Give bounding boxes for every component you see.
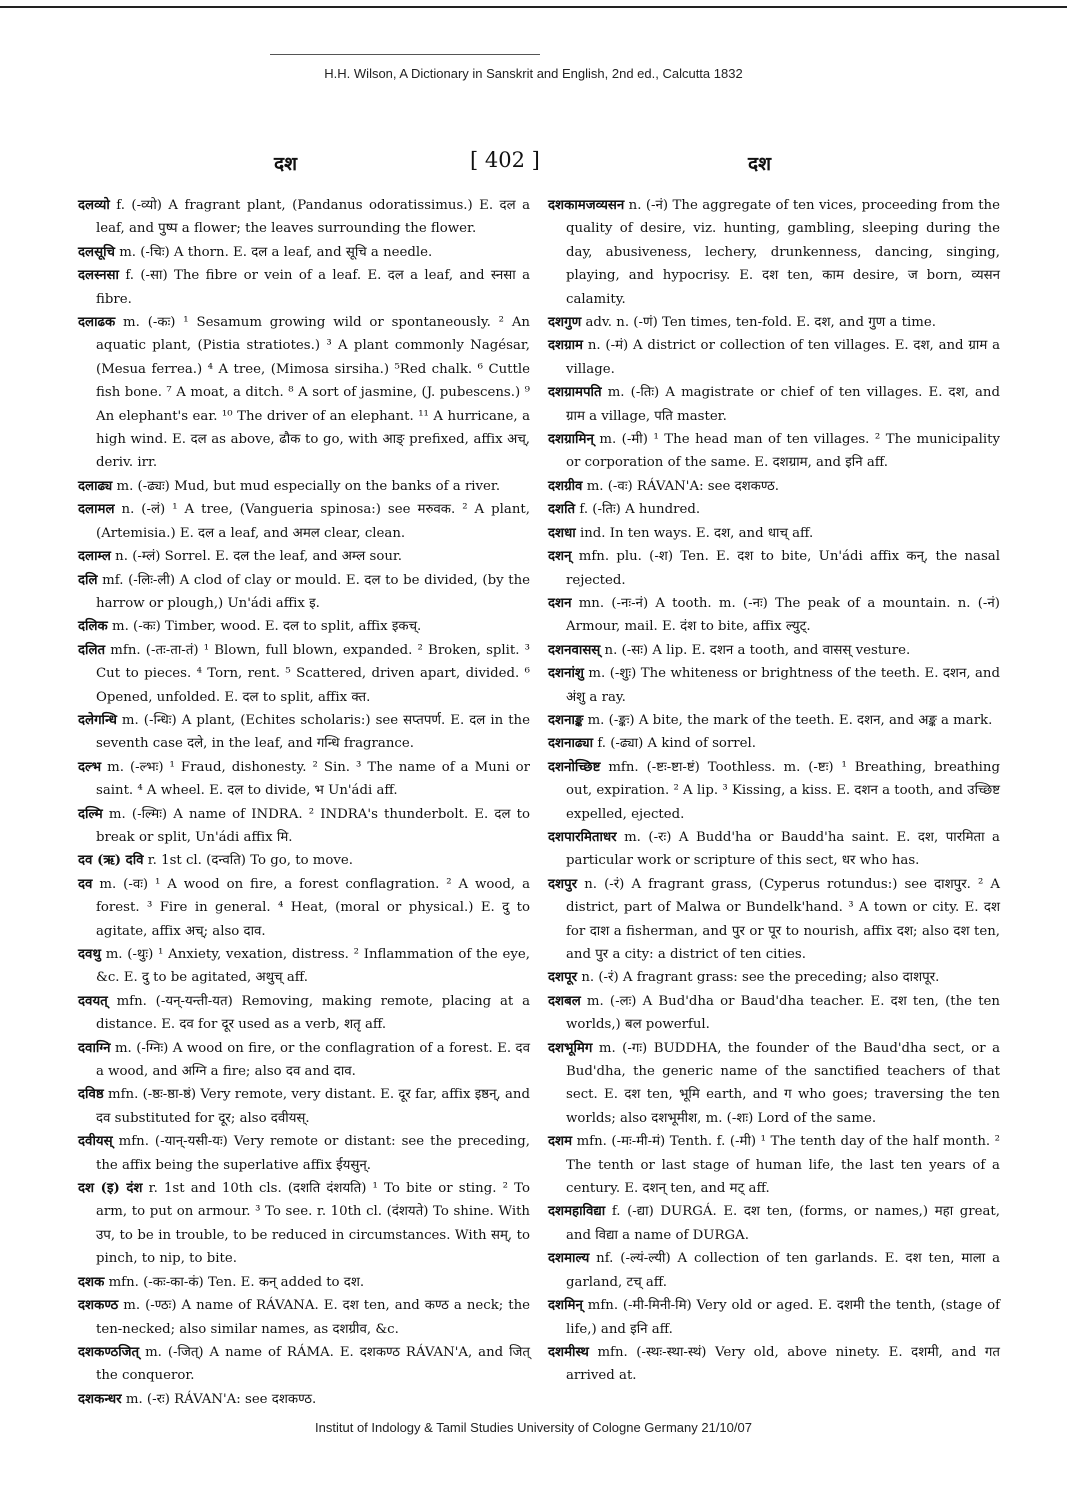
entry-definition: f. (-तिः) A hundred. <box>579 502 701 518</box>
dictionary-entry <box>548 756 1000 826</box>
entry-headword: दवीयस् <box>78 1134 113 1150</box>
dictionary-entry <box>548 334 1000 381</box>
entry-headword: दलाढक <box>78 315 116 331</box>
dictionary-entry <box>548 826 1000 873</box>
entry-headword: दशग्रामिन् <box>548 432 594 448</box>
dictionary-entry <box>78 264 530 311</box>
entry-definition: mfn. (-मः-मी-मं) Tenth. f. (-मी) ¹ The tenth day of the half month. ² The tenth or last stage of human life, the last ten years of a century. E. दशन् ten, and मट् aff. <box>566 1134 1000 1197</box>
entry-headword: दशनांशु <box>548 666 584 682</box>
entry-definition: m. (-थुः) ¹ Anxiety, vexation, distress. ² Inflammation of the eye, &c. E. दु to be agitated, अथुच् aff. <box>96 947 530 986</box>
dictionary-entry <box>548 1247 1000 1294</box>
entry-headword: दशधा <box>548 525 576 541</box>
dictionary-entry <box>78 803 530 850</box>
entry-definition: m. (-तिः) A magistrate or chief of ten villages. E. दश, and ग्राम a village, पति master. <box>566 385 1000 424</box>
entry-definition: m. (-ढ्यः) Mud, but mud especially on the banks of a river. <box>116 478 501 494</box>
entry-headword: दशम <box>548 1134 573 1150</box>
entry-definition: mfn. plu. (-श) Ten. E. दश to bite, Un'ádi affix कन्, the nasal rejected. <box>566 549 1000 588</box>
dictionary-entry <box>548 662 1000 709</box>
header-right-catchword: दश <box>748 153 772 175</box>
entry-headword: दशग्राम <box>548 338 583 354</box>
entry-definition: m. (-ल्मिः) A name of INDRA. ² INDRA's thunderbolt. E. दल to break or split, Un'ádi affix मि. <box>96 806 531 845</box>
entry-definition: m. (-ण्ठः) A name of RÁVANA. E. दश ten, and कण्ठ a neck; the ten-necked; also similar names, as दशग्रीव, &c. <box>96 1298 531 1337</box>
entry-headword: दशबल <box>548 993 581 1009</box>
entry-headword: दशनाढ्या <box>548 736 594 752</box>
entry-definition: mfn. (-ष्ठः-ष्ठा-ष्ठं) Very remote, very distant. E. दूर far, affix इष्ठन्, and दव substituted for दूर; also दवीयस्. <box>96 1087 530 1126</box>
dictionary-entry <box>548 592 1000 639</box>
entry-definition: m. (-रः) RÁVAN'A: see दशकण्ठ. <box>125 1391 317 1407</box>
entry-definition: m. (-वः) ¹ A wood on fire, a forest conflagration. ² A wood, a forest. ³ Fire in general. ⁴ Heat, (moral or physical.) E. दु to agitate, affix अच्; also दाव. <box>96 876 530 939</box>
entry-headword: दलामल <box>78 502 115 518</box>
dictionary-entry <box>78 1177 530 1271</box>
entry-headword: दशकण्ठजित् <box>78 1344 140 1360</box>
entry-headword: दशमाल्य <box>548 1251 590 1267</box>
entry-definition: f. (-ढ्या) A kind of sorrel. <box>597 736 757 752</box>
entry-headword: दशपूर <box>548 970 578 986</box>
entry-headword: दलित <box>78 642 106 658</box>
dictionary-entry <box>78 639 530 709</box>
entry-definition: f. (-सा) The fibre or vein of a leaf. E. दल a leaf, and स्नसा a fibre. <box>96 268 531 307</box>
entry-headword: दशकामजव्यसन <box>548 198 625 213</box>
entry-definition: m. (-चिः) A thorn. E. दल a leaf, and सूचि a needle. <box>119 244 433 260</box>
entry-definition: r. 1st and 10th cls. (दशति दंशयति) ¹ To bite or sting. ² To arm, to put on armour. ³ To see. r. 10th cl. (दंशयते) To shine. With उप, to be in trouble, to be reduced in circumstances. With सम्, to pinch, to nip, to bite. <box>96 1181 531 1267</box>
entry-definition: m. (-शुः) The whiteness or brightness of the teeth. E. दशन, and अंशु a ray. <box>566 666 1001 705</box>
entry-headword: दशक <box>78 1274 105 1290</box>
entry-headword: दशमहाविद्या <box>548 1204 606 1220</box>
entry-headword: दशपारमिताधर <box>548 829 617 845</box>
entry-definition: mfn. (-यन्-यन्ती-यत) Removing, making remote, placing at a distance. E. दव for दूर used as a verb, शतृ aff. <box>96 993 530 1033</box>
entry-definition: m. (-कः) Timber, wood. E. दल to split, affix इकच्. <box>111 619 422 635</box>
dictionary-entry <box>548 709 1000 732</box>
entry-definition: n. (-रं) A fragrant grass, (Cyperus rotundus:) see दाशपुर. ² A district, part of Malwa or Bundelk'hand. ³ A town or city. E. दश for दाश a fisherman, and पुर or पूर to nourish, affix दश; also दश ten, and पुर a city: a district of ten cities. <box>566 876 1000 962</box>
dictionary-entry <box>548 475 1000 498</box>
entry-definition: m. (-ङ्कः) A bite, the mark of the teeth. E. दशन, and अङ्क a mark. <box>587 712 993 728</box>
dictionary-entry <box>548 639 1000 662</box>
dictionary-entry <box>548 966 1000 989</box>
entry-headword: दशकण्ठ <box>78 1298 119 1314</box>
entry-definition: mfn. (-ष्टः-ष्टा-ष्टं) Toothless. m. (-ष्टः) ¹ Breathing, breathing out, expiration. ² A lip. ³ Kissing, a kiss. E. दशन a tooth, and उच्छिष्ट expelled, ejected. <box>566 759 1000 822</box>
entry-definition: mfn. (-कः-का-कं) Ten. E. कन् added to दश. <box>108 1274 365 1290</box>
dictionary-entry <box>548 1294 1000 1341</box>
entry-definition: f. (-द्या) DURGÁ. E. दश ten, (forms, or names,) महा great, and विद्या a name of DURGA. <box>566 1204 1000 1243</box>
entry-headword: दशकन्धर <box>78 1391 122 1407</box>
entry-headword: दशनाङ्क <box>548 712 584 728</box>
dictionary-entry <box>548 311 1000 334</box>
entry-headword: दव <box>78 876 93 892</box>
dictionary-entry <box>78 1271 530 1294</box>
dictionary-entry <box>78 498 530 545</box>
entry-definition: n. (-मं) A district or collection of ten villages. E. दश, and ग्राम a village. <box>566 338 1000 377</box>
entry-definition: m. (-जित्) A name of RÁMA. E. दशकण्ठ RÁVAN'A, and जित् the conqueror. <box>96 1344 531 1384</box>
dictionary-entry <box>78 990 530 1037</box>
entry-headword: दलेगन्धि <box>78 712 117 728</box>
entry-headword: दलिक <box>78 619 108 635</box>
dictionary-entry <box>78 194 530 241</box>
dictionary-entry <box>548 732 1000 755</box>
entry-headword: दशमीस्थ <box>548 1344 589 1360</box>
entry-headword: दलाम्ल <box>78 549 111 565</box>
entry-headword: दलसूचि <box>78 244 115 260</box>
dictionary-entry <box>548 545 1000 592</box>
dictionary-entry <box>548 1341 1000 1388</box>
entry-definition: mn. (-नः-नं) A tooth. m. (-नः) The peak of a mountain. n. (-नं) Armour, mail. E. दंश to bite, affix ल्युट्. <box>566 595 1000 635</box>
dictionary-entry <box>548 194 1000 311</box>
left-column <box>78 194 530 1411</box>
entry-definition: r. 1st cl. (दन्वति) To go, to move. <box>147 853 354 869</box>
entry-headword: दलि <box>78 572 98 588</box>
entry-headword: दवथु <box>78 947 101 962</box>
entry-headword: दशमिन् <box>548 1298 583 1314</box>
entry-headword: दव (ऋ) दवि <box>78 853 144 869</box>
source-citation: H.H. Wilson, A Dictionary in Sanskrit and English, 2nd ed., Calcutta 1832 <box>324 66 743 81</box>
header-left-catchword: दश <box>274 153 298 175</box>
footer-credit: Institut of Indology & Tamil Studies University of Cologne Germany 21/10/07 <box>315 1420 752 1435</box>
entry-headword: दविष्ठ <box>78 1087 104 1103</box>
dictionary-entry <box>78 1294 530 1341</box>
dictionary-entry <box>78 709 530 756</box>
entry-definition: mf. (-लिः-ली) A clod of clay or mould. E. दल to be divided, (by the harrow or plough,) Un'ádi affix इ. <box>96 572 530 611</box>
entry-headword: दशगुण <box>548 315 582 331</box>
dictionary-entry <box>78 943 530 990</box>
entry-headword: दल्मि <box>78 806 103 822</box>
dictionary-entry <box>548 381 1000 428</box>
dictionary-entry <box>78 1037 530 1084</box>
dictionary-entry <box>78 1388 530 1411</box>
dictionary-entry <box>78 545 530 568</box>
entry-headword: दशग्रामपति <box>548 385 602 401</box>
dictionary-entry <box>548 1200 1000 1247</box>
entry-definition: n. (-म्लं) Sorrel. E. दल the leaf, and अम्ल sour. <box>115 549 403 565</box>
entry-definition: m. (-रः) A Budd'ha or Baudd'ha saint. E. दश, पारमिता a particular work or scripture of this sect, धर who has. <box>566 829 1000 869</box>
entry-definition: mfn. (-यान्-यसी-यः) Very remote or distant: see the preceding, the affix being the superlative affix ईयसुन्. <box>96 1134 530 1173</box>
entry-definition: m. (-कः) ¹ Sesamum growing wild or spontaneously. ² An aquatic plant, (Pistia stratiotes.) ³ A plant commonly Nagésar, (Mesua ferrea.) ⁴ A tree, (Mimosa sirsiha.) ⁵Red chalk. ⁶ Cuttle fish bone. ⁷ A moat, a ditch. ⁸ A sort of jasmine, (J. pubescens.) ⁹ An elephant's ear. ¹⁰ The driver of an elephant. ¹¹ A hurricane, a high wind. E. दल as above, ढौक to go, with आङ् prefixed, affix अच्, deriv. irr. <box>96 315 530 471</box>
entry-headword: दलव्यो <box>78 198 110 213</box>
entry-definition: n. (-नं) The aggregate of ten vices, proceeding from the quality of desire, viz. hunting, gambling, sleeping during the day, abusiveness, lechery, drunkenness, dancing, singing, playing, and hypocrisy. E. दश ten, काम desire, ज born, व्यसन calamity. <box>566 198 1000 307</box>
scan-border-line <box>0 6 1067 8</box>
dictionary-entry <box>548 1037 1000 1131</box>
dictionary-entry <box>548 498 1000 521</box>
dictionary-entry <box>548 428 1000 475</box>
entry-headword: दशभूमिग <box>548 1040 593 1056</box>
entry-definition: n. (-लं) ¹ A tree, (Vangueria spinosa:) see मरुवक. ² A plant, (Artemisia.) E. दल a leaf, and अमल clear, clean. <box>96 502 530 541</box>
entry-headword: दशति <box>548 502 576 518</box>
entry-definition: m. (-ल्भः) ¹ Fraud, dishonesty. ² Sin. ³ The name of a Muni or saint. ⁴ A wheel. E. दल to divide, भ Un'ádi aff. <box>96 759 530 799</box>
entry-headword: दशनोच्छिष्ट <box>548 759 601 775</box>
entry-headword: दश (इ) दंश <box>78 1181 143 1197</box>
entry-definition: mfn. (-स्थः-स्था-स्थं) Very old, above ninety. E. दशमी, and गत arrived at. <box>566 1344 1000 1384</box>
entry-definition: m. (-मी) ¹ The head man of ten villages. ² The municipality or corporation of the same. E. दशग्राम, and इनि aff. <box>566 432 1001 471</box>
entry-headword: दशग्रीव <box>548 478 583 494</box>
right-column <box>548 194 1000 1388</box>
dictionary-entry <box>78 241 530 264</box>
entry-definition: m. (-न्धिः) A plant, (Echites scholaris:) see सप्तपर्ण. E. दल in the seventh case दले, in the leaf, and गन्धि fragrance. <box>96 712 530 752</box>
dictionary-entry <box>548 1130 1000 1200</box>
entry-headword: दलाढ्य <box>78 478 113 494</box>
entry-headword: दशन <box>548 595 572 611</box>
dictionary-entry <box>78 849 530 872</box>
entry-headword: दल्भ <box>78 759 102 775</box>
entry-definition: ind. In ten ways. E. दश, and धाच् aff. <box>579 525 814 541</box>
entry-headword: दलस्नसा <box>78 268 119 284</box>
entry-headword: दशपुर <box>548 876 578 892</box>
entry-definition: n. (-सः) A lip. E. दशन a tooth, and वासस् vesture. <box>604 642 911 658</box>
scan-artifact-line <box>270 54 540 55</box>
page-number: [ 402 ] <box>470 148 540 172</box>
dictionary-entry <box>78 311 530 475</box>
dictionary-entry <box>78 756 530 803</box>
dictionary-entry <box>548 873 1000 967</box>
entry-definition: m. (-गः) BUDDHA, the founder of the Baud'dha sect, or a Bud'dha, the generic name of the sanctified teachers of that sect. E. दश ten, भूमि earth, and ग who goes; traversing the ten worlds; also दशभूमीश, m. (-शः) Lord of the same. <box>566 1040 1000 1126</box>
entry-definition: mfn. (-मी-मिनी-मि) Very old or aged. E. दशमी the tenth, (stage of life,) and इनि aff. <box>566 1298 1000 1337</box>
dictionary-entry <box>548 522 1000 545</box>
entry-definition: f. (-व्यो) A fragrant plant, (Pandanus odoratissimus.) E. दल a leaf, and पुष्प a flower; the leaves surrounding the flower. <box>96 198 530 237</box>
entry-headword: दशन् <box>548 549 572 565</box>
dictionary-entry <box>78 615 530 638</box>
page-header <box>0 150 1067 180</box>
entry-definition: m. (-ग्निः) A wood on fire, or the conflagration of a forest. E. दव a wood, and अग्नि a fire; also दव and दाव. <box>96 1040 530 1080</box>
entry-definition: n. (-रं) A fragrant grass: see the preceding; also दाशपूर. <box>581 970 940 986</box>
entry-headword: दशनवासस् <box>548 642 601 658</box>
entry-definition: m. (-लः) A Bud'dha or Baud'dha teacher. E. दश ten, (the ten worlds,) बल powerful. <box>566 993 1000 1033</box>
entry-definition: mfn. (-तः-ता-तं) ¹ Blown, full blown, expanded. ² Broken, split. ³ Cut to pieces. ⁴ Torn, rent. ⁵ Scattered, driven apart, divided. ⁶ Opened, unfolded. E. दल to split, affix क्त. <box>96 642 530 705</box>
entry-headword: दवयत् <box>78 993 108 1009</box>
dictionary-entry <box>548 990 1000 1037</box>
entry-headword: दवाग्नि <box>78 1040 111 1056</box>
entry-definition: adv. n. (-णं) Ten times, ten-fold. E. दश, and गुण a time. <box>585 315 936 331</box>
dictionary-entry <box>78 873 530 943</box>
dictionary-entry <box>78 1341 530 1388</box>
dictionary-entry <box>78 1130 530 1177</box>
entry-definition: nf. (-ल्यं-ल्यी) A collection of ten garlands. E. दश ten, माला a garland, टच् aff. <box>566 1251 1000 1290</box>
dictionary-entry <box>78 1083 530 1130</box>
dictionary-entry <box>78 475 530 498</box>
entry-definition: m. (-वः) RÁVAN'A: see दशकण्ठ. <box>586 478 780 494</box>
dictionary-entry <box>78 569 530 616</box>
